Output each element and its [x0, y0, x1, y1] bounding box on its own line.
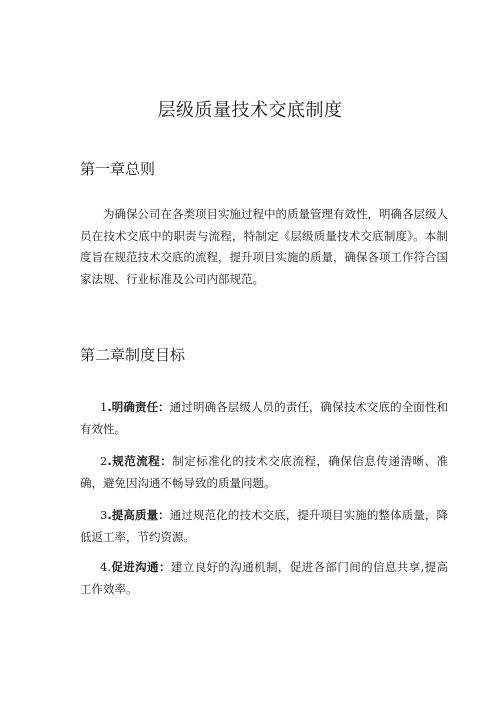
- goal-item-1: [80, 397, 448, 440]
- goal-item-3: [80, 505, 448, 548]
- chapter-1-heading: 第一章总则: [80, 160, 156, 178]
- goal-item-2: [80, 451, 448, 494]
- goal-item-number: 3: [100, 508, 108, 522]
- goal-item-label: 促进沟通：: [110, 560, 171, 574]
- goal-item-number: 1: [100, 400, 108, 414]
- goal-item-text: 建立良好的沟通机制，促进各部门间的信息共享,提高工作效率。: [80, 560, 449, 596]
- goal-item-number: 2: [100, 454, 108, 468]
- chapter-1-paragraph: 为确保公司在各类项目实施过程中的质量管理有效性，明确各层级人员在技术交底中的职责与流程，特制定《层级质量技术交底制度》。本制度旨在规范技术交底的流程，提升项目实施的质量，确保各项工作符合国家法规、行业标准及公司内部规范。: [80, 207, 448, 286]
- goal-item-label: .明确责任：: [107, 400, 170, 414]
- goal-item-text: 通过明确各层级人员的责任，确保技术交底的全面性和有效性。: [80, 400, 448, 436]
- goal-item-text: 制定标准化的技术交底流程，确保信息传递清晰、准确，避免因沟通不畅导致的质量问题。: [80, 454, 448, 490]
- goal-item-text: 通过规范化的技术交底，提升项目实施的整体质量，降低返工率，节约资源。: [80, 508, 448, 544]
- goal-item-number: 4.: [100, 560, 111, 574]
- goal-item-label: .提高质量：: [107, 508, 170, 522]
- document-title: 层级质量技术交底制度: [157, 100, 343, 121]
- goal-item-4: [80, 557, 448, 600]
- goal-item-label: .规范流程：: [107, 454, 173, 468]
- chapter-2-heading: 第二章制度目标: [80, 346, 186, 364]
